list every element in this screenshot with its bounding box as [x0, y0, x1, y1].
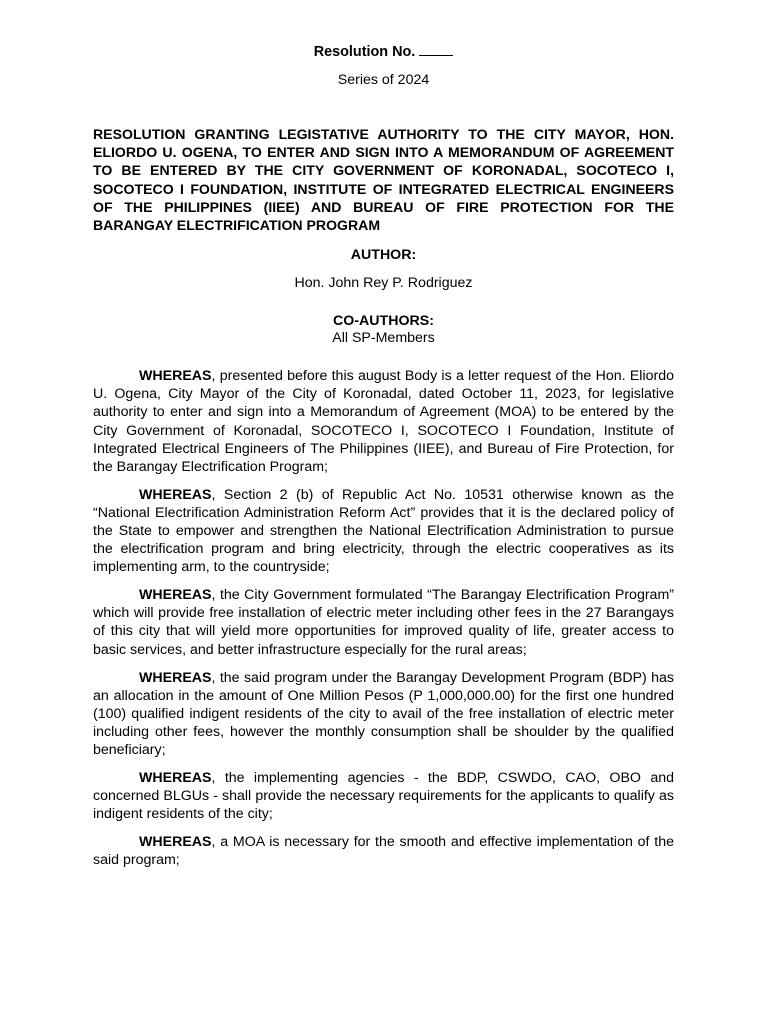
- resolution-title: RESOLUTION GRANTING LEGISTATIVE AUTHORITY TO THE CITY MAYOR, HON. ELIORDO U. OGENA, TO ENTER AND SIGN INTO A MEMORANDUM OF AGREEMENT TO BE ENTERED BY THE CITY GOVERNMENT OF KORONADAL, SOCOTECO I, SOCOTECO I FOUNDATION, INSTITUTE OF INTEGRATED ELECTRICAL ENGINEERS OF THE PHILIPPINES (IIEE) AND BUREAU OF FIRE PROTECTION FOR THE BARANGAY ELECTRIFICATION PROGRAM: [93, 126, 674, 234]
- whereas-text: , the City Government formulated “The Barangay Electrification Program” which will provide free installation of electric meter including other fees in the 27 Barangays of this city that will yield more opportunities for improved quality of life, greater access to basic services, and better infrastructure especially for the rural areas;: [93, 587, 674, 658]
- document-page: [93, 0, 674, 880]
- whereas-text: , the said program under the Barangay Development Program (BDP) has an allocation in the amount of One Million Pesos (P 1,000,000.00) for the first one hundred (100) qualified indigent residents of the city to avail of the free installation of electric meter including other fees, however the monthly consumption shall be shoulder by the qualified beneficiary;: [93, 669, 674, 758]
- whereas-clause-1: [93, 367, 674, 476]
- whereas-text: , presented before this august Body is a letter request of the Hon. Eliordo U. Ogena, City Mayor of the City of Koronadal, dated October 11, 2023, for legislative authority to enter and sign into a Memorandum of Agreement (MOA) to be entered by the City Government of Koronadal, SOCOTECO I, SOCOTECO I Foundation, Institute of Integrated Electrical Engineers of The Philippines (IIEE), and Bureau of Fire Protection, for the Barangay Electrification Program;: [93, 368, 674, 475]
- whereas-text: , a MOA is necessary for the smooth and effective implementation of the said program;: [93, 834, 674, 869]
- whereas-text: , Section 2 (b) of Republic Act No. 10531 otherwise known as the “National Electrification Administration Reform Act” provides that it is the declared policy of the State to empower and strengthen the National Electrification Administration to pursue the electrification program and bring electricity, through the electric cooperatives as its implementing arm, to the countryside;: [93, 486, 674, 576]
- author-label: AUTHOR:: [350, 247, 417, 264]
- whereas-clause-3: [93, 586, 674, 658]
- whereas-clause-5: [93, 769, 674, 823]
- whereas-keyword: WHEREAS: [139, 770, 212, 787]
- series-year: Series of 2024: [337, 72, 430, 88]
- coauthors-names: All SP-Members: [332, 330, 435, 347]
- whereas-keyword: WHEREAS: [139, 669, 212, 686]
- whereas-keyword: WHEREAS: [139, 486, 212, 503]
- whereas-clause-4: [93, 669, 674, 759]
- whereas-text: , the implementing agencies - the BDP, CSWDO, CAO, OBO and concerned BLGUs - shall provide the necessary requirements for the applicants to qualify as indigent residents of the city;: [93, 770, 674, 823]
- author-name: Hon. John Rey P. Rodriguez: [294, 275, 473, 292]
- whereas-clause-2: [93, 486, 674, 576]
- whereas-keyword: WHEREAS: [139, 587, 212, 604]
- resolution-label: Resolution No.: [313, 44, 416, 60]
- resolution-number-blank: [419, 43, 453, 56]
- resolution-number: [93, 43, 674, 61]
- whereas-keyword: WHEREAS: [139, 834, 212, 851]
- whereas-clause-6: [93, 833, 674, 869]
- coauthors-label: CO-AUTHORS:: [333, 313, 434, 330]
- whereas-clauses: [93, 367, 674, 869]
- whereas-keyword: WHEREAS: [139, 368, 212, 385]
